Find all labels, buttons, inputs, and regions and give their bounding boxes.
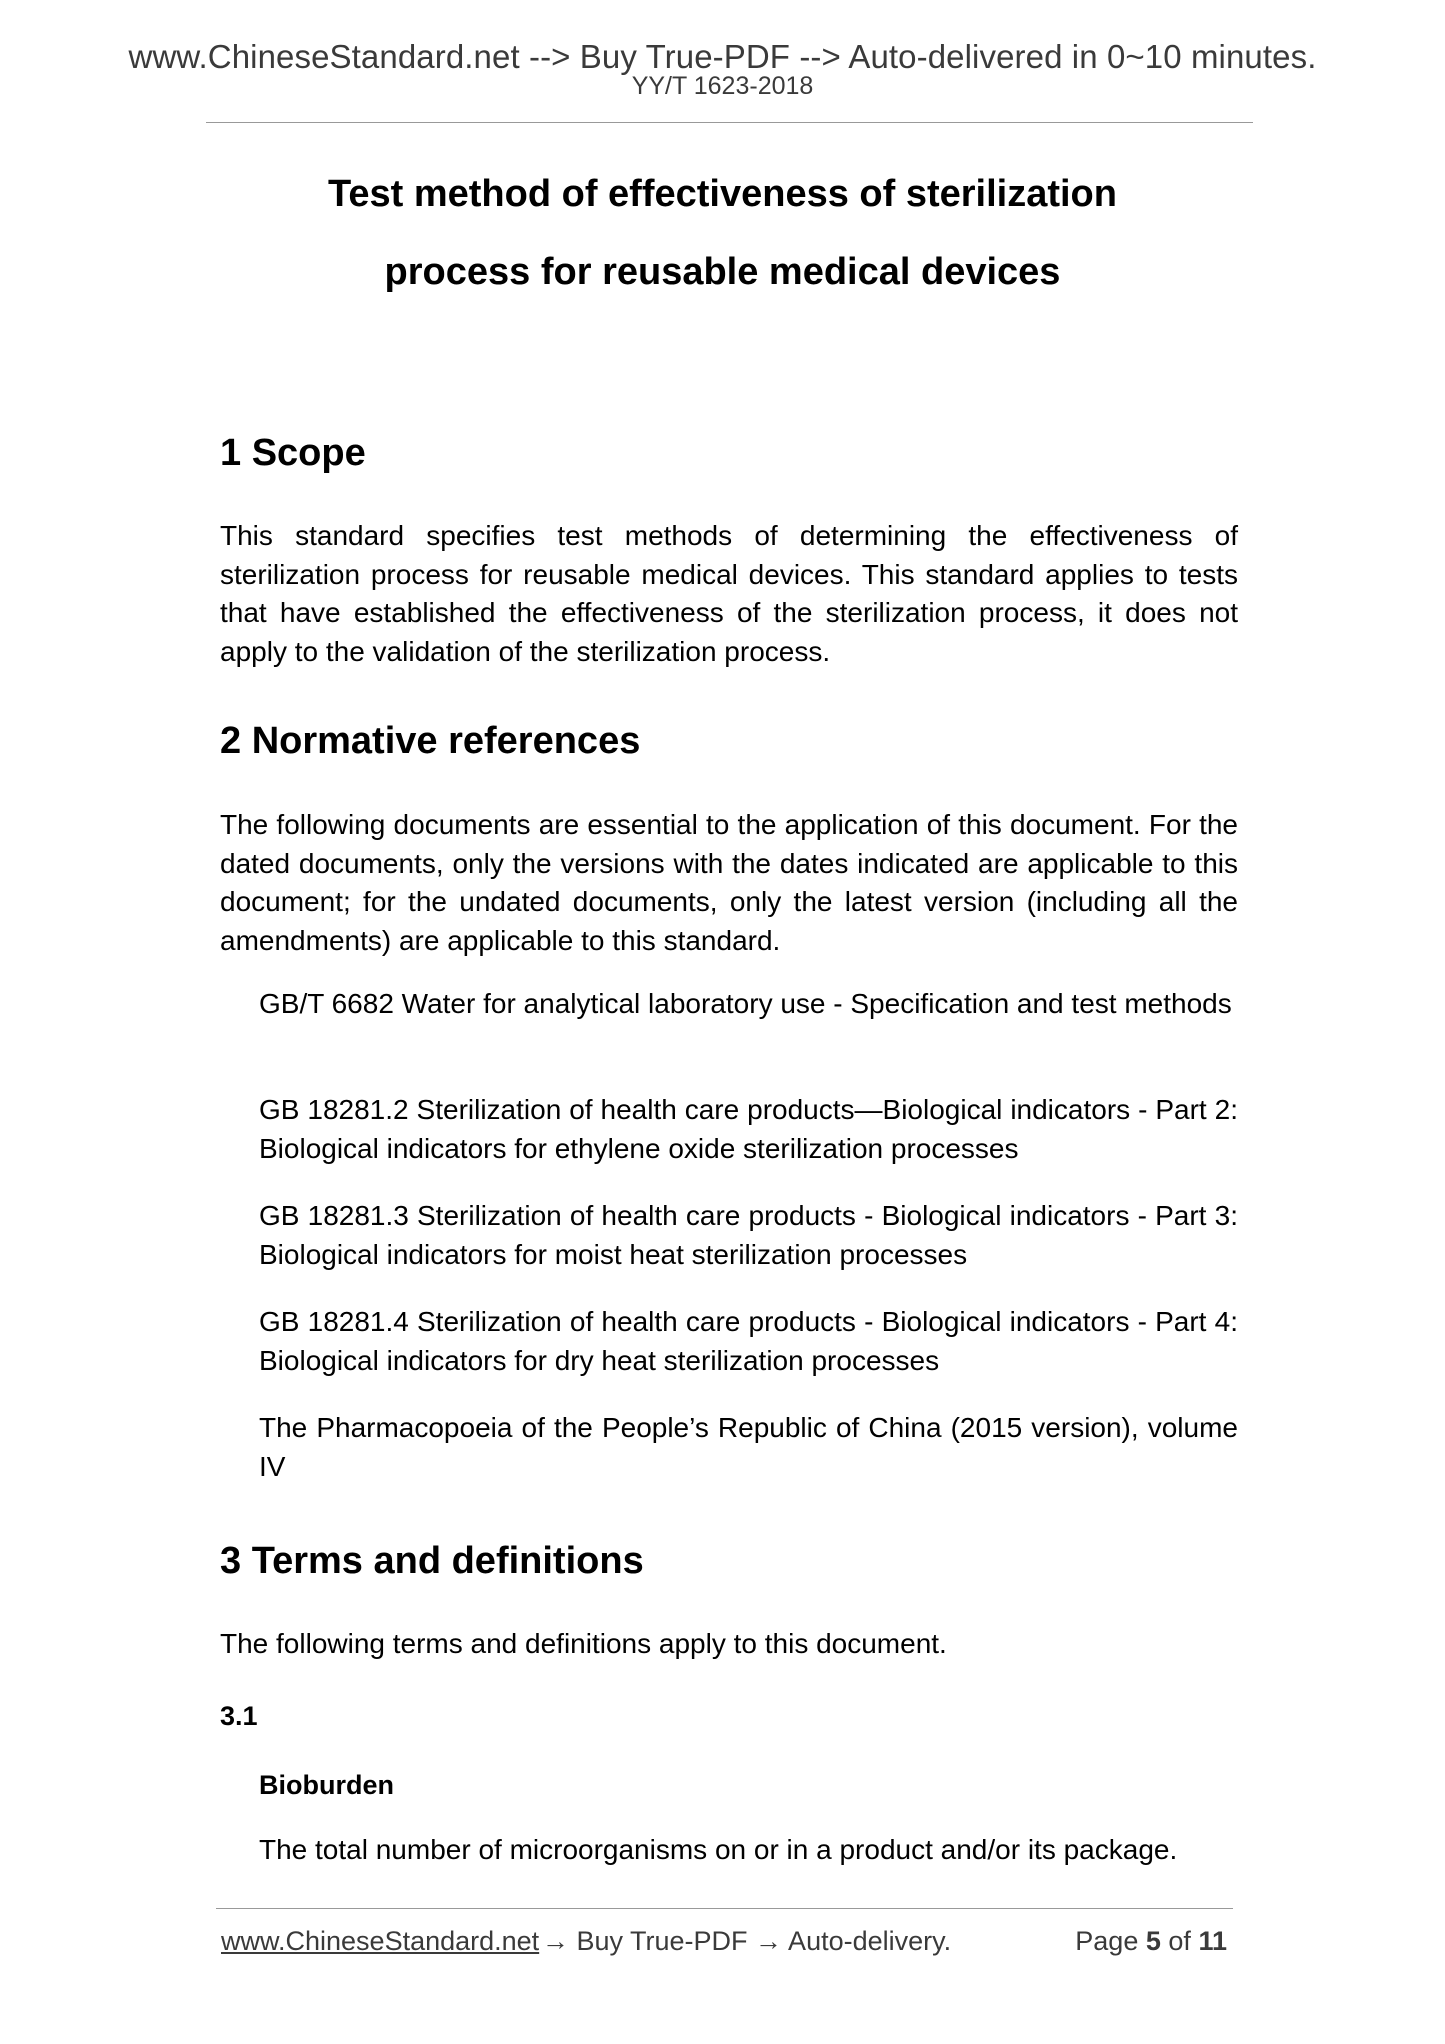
clause-number: 3.1 bbox=[220, 1701, 258, 1731]
page-title-line-2: process for reusable medical devices bbox=[384, 251, 1061, 293]
footer-tagline: → Buy True-PDF → Auto-delivery. bbox=[542, 1926, 952, 1956]
document-number: YY/T 1623-2018 bbox=[631, 72, 814, 100]
section-heading-terms: 3 Terms and definitions bbox=[220, 1540, 644, 1582]
page-total: 11 bbox=[1198, 1926, 1227, 1956]
term-definition: The total number of microorganisms on or in a product and/or its package. bbox=[259, 1834, 1178, 1865]
normative-intro-paragraph: The following documents are essential to the application of this document. For the dated documents, only the versions with the dates indicated are applicable to this document; for the undated documents, only the latest version (including all the amendments) are applicable to this standard. bbox=[220, 809, 1238, 956]
section-heading-normative-references: 2 Normative references bbox=[220, 720, 641, 762]
reference-item: GB 18281.4 Sterilization of health care products - Biological indicators - Part 4: Biological indicators for dry heat sterilization processes bbox=[259, 1306, 1238, 1376]
header-banner: www.ChineseStandard.net --> Buy True-PDF --> Auto-delivered in 0~10 minutes. bbox=[128, 38, 1317, 75]
footer-divider bbox=[216, 1908, 1233, 1909]
reference-item: GB 18281.3 Sterilization of health care products - Biological indicators - Part 3: Biological indicators for moist heat sterilization processes bbox=[259, 1200, 1238, 1270]
section-heading-scope: 1 Scope bbox=[220, 432, 366, 474]
page-title-line-1: Test method of effectiveness of sterilization bbox=[327, 173, 1117, 215]
page-indicator bbox=[1075, 1928, 1227, 1955]
reference-item: GB 18281.2 Sterilization of health care products—Biological indicators - Part 2: Biological indicators for ethylene oxide sterilization processes bbox=[259, 1094, 1238, 1164]
reference-item: GB/T 6682 Water for analytical laboratory use - Specification and test methods bbox=[259, 988, 1232, 1019]
page-of: of bbox=[1168, 1926, 1191, 1956]
terms-intro-paragraph: The following terms and definitions apply to this document. bbox=[220, 1628, 947, 1659]
page-label: Page bbox=[1075, 1926, 1139, 1956]
footer-website-link[interactable]: www.ChineseStandard.net bbox=[221, 1926, 540, 1956]
term-name: Bioburden bbox=[259, 1770, 394, 1800]
page-current: 5 bbox=[1145, 1926, 1161, 1956]
scope-paragraph: This standard specifies test methods of determining the effectiveness of sterilization process for reusable medical devices. This standard applies to tests that have established the effectiveness of the sterilization process, it does not apply to the validation of the sterilization process. bbox=[220, 520, 1238, 667]
reference-item: The Pharmacopoeia of the People’s Republic of China (2015 version), volume IV bbox=[259, 1412, 1238, 1482]
header-divider bbox=[206, 122, 1253, 123]
